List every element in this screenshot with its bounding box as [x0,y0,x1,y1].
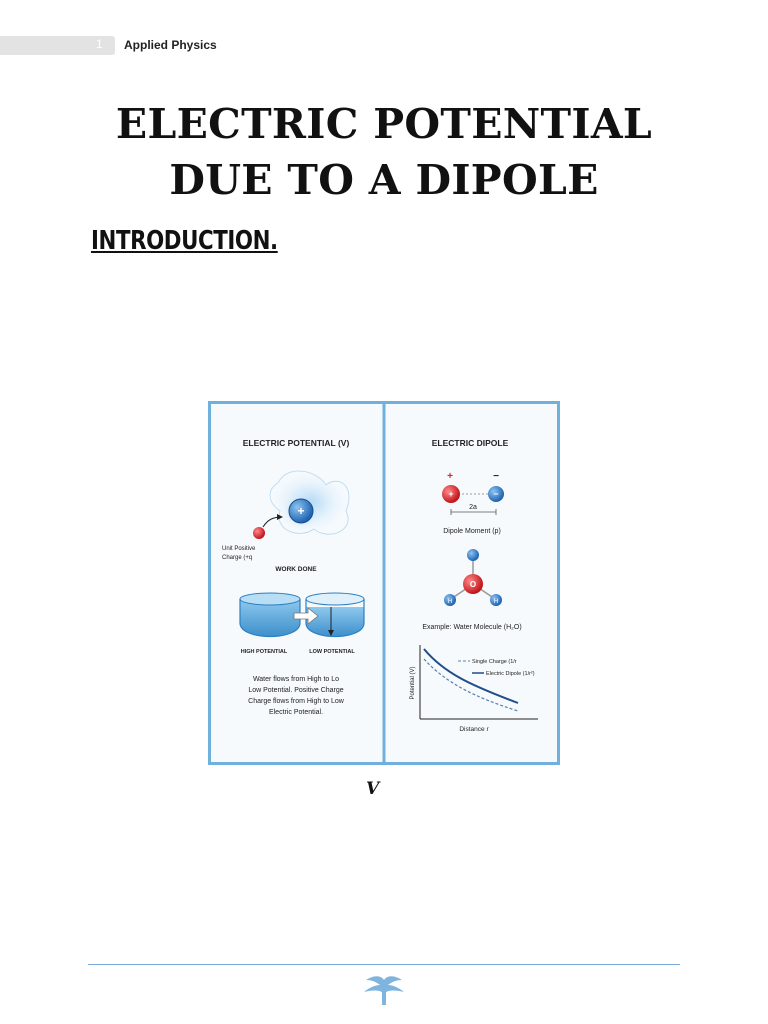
low-potential-label: LOW POTENTIAL [309,649,355,655]
plus-symbol: + [297,504,305,518]
left-panel-title: ELECTRIC POTENTIAL (V) [242,438,350,448]
equation-variable-v: V [366,779,380,799]
legend-single-charge: Single Charge (1/r [472,659,517,665]
caption-line-2: Low Potential. Positive Charge [248,687,344,694]
tree-emblem-icon [360,972,408,1008]
hydrogen-left-label: H [447,599,453,605]
plot-ylabel: Potential (V) [410,666,416,700]
dipole-plus-inner: + [448,489,454,499]
section-heading-introduction: INTRODUCTION. [91,226,278,256]
separation-label: 2a [469,504,477,511]
charge-label-line2: Charge (+q [222,555,253,561]
document-title: ELECTRIC POTENTIAL DUE TO A DIPOLE [115,100,653,204]
dipole-infographic [208,401,560,765]
caption-line-1: Water flows from High to Lo [252,676,340,683]
oxygen-label: O [469,580,477,589]
work-done-label: WORK DONE [275,566,317,573]
minus-sign: − [493,471,499,482]
water-example-caption: Example: Water Molecule (H₂O) [422,624,522,631]
legend-electric-dipole: Electric Dipole (1/r²) [486,671,535,677]
hydrogen-right-label: H [493,599,499,605]
right-panel-title: ELECTRIC DIPOLE [431,438,509,448]
caption-line-3: Charge flows from High to Low [248,698,344,705]
plus-sign: + [447,471,453,482]
caption-line-4: Electric Potential. [268,709,324,716]
footer-divider [88,964,680,965]
high-potential-label: HIGH POTENTIAL [240,649,288,655]
high-potential-container [240,593,300,637]
page-number: 1 [96,37,103,51]
running-header-title: Applied Physics [124,38,217,52]
charge-label-line1: Unit Positive [222,546,256,552]
plot-xlabel: Distance r [459,726,489,733]
dipole-minus-inner: − [493,489,499,499]
dipole-moment-label: Dipole Moment (p) [443,528,501,535]
unit-test-charge [253,527,265,539]
